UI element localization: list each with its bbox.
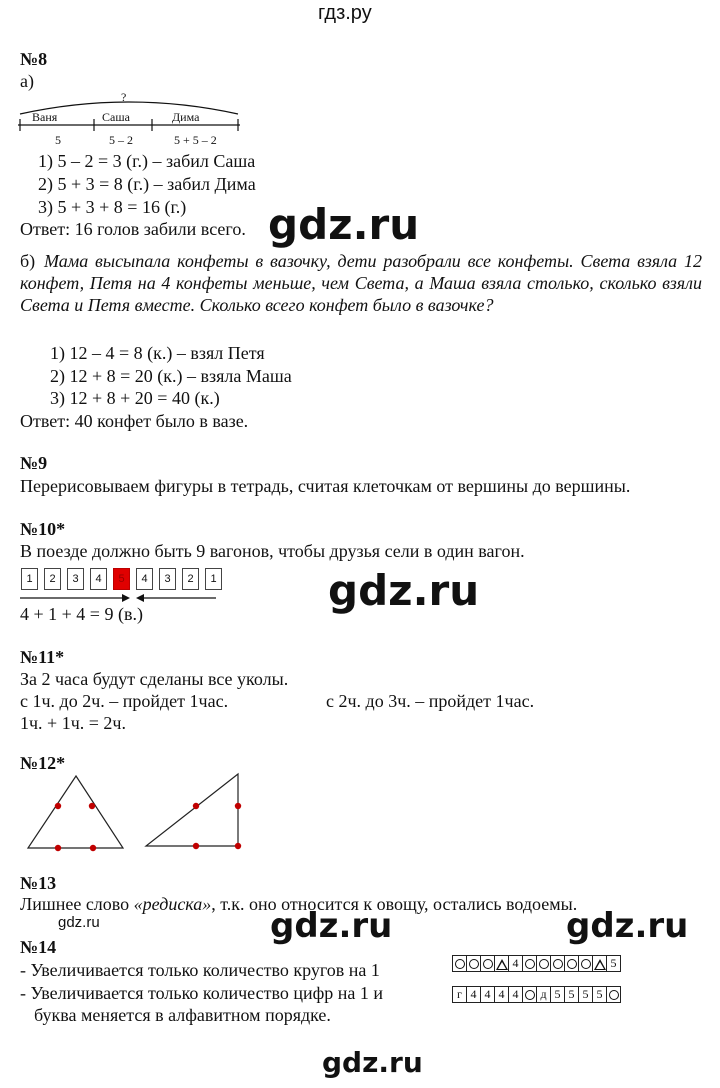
task8-step-2: 2) 5 + 3 = 8 (г.) – забил Дима (38, 174, 256, 194)
grid-cell: г (453, 987, 467, 1003)
sequence-grid-row1 (452, 955, 621, 972)
triangle-icon (495, 956, 509, 972)
circle-icon (453, 956, 467, 972)
right-arrow-icon (122, 594, 130, 602)
task11-line2a: с 1ч. до 2ч. – пройдет 1час. (20, 691, 229, 711)
diagram-name-dima: Дима (172, 110, 200, 124)
task11-line1: За 2 часа будут сделаны все уколы. (20, 669, 289, 689)
task14-line3: буква меняется в алфавитном порядке. (34, 1005, 331, 1025)
circle-icon (467, 956, 481, 972)
diagram-value-dima: 5 + 5 – 2 (174, 133, 217, 147)
wagon: 2 (44, 568, 61, 590)
diagram-value-vanya: 5 (55, 133, 61, 147)
triangle-right (146, 774, 238, 846)
wagon: 3 (67, 568, 84, 590)
grid-cell: 4 (495, 987, 509, 1003)
task13-text: Лишнее слово «редиска», т.к. оно относится к овощу, остались водоемы. (20, 894, 578, 914)
task12-title: №12* (20, 753, 66, 773)
circle-icon (551, 956, 565, 972)
wagon: 1 (21, 568, 38, 590)
task14-title: №14 (20, 937, 57, 957)
grid-cell: 5 (607, 956, 621, 972)
task12-figures (20, 768, 260, 856)
wagon: 4 (90, 568, 107, 590)
grid-cell: 4 (509, 987, 523, 1003)
wagon: 5 (113, 568, 130, 590)
circle-icon (523, 956, 537, 972)
task8-b-answer: Ответ: 40 конфет было в вазе. (20, 411, 249, 431)
watermark: gdz.ru (566, 906, 689, 946)
task8-problem-text: Мама высыпала конфеты в вазочку, дети разобрали все конфеты. Света взяла 12 конфет, Петя на 4 конфеты меньше, чем Света, а Маша взяла столько, сколько взяли Света и Петя вместе. Сколько всего конфет было в вазочке? (20, 251, 702, 315)
task8-b-step-1: 1) 12 – 4 = 8 (к.) – взял Петя (50, 343, 265, 363)
wagon: 2 (182, 568, 199, 590)
watermark: gdz.ru (270, 906, 393, 946)
task8-step-1: 1) 5 – 2 = 3 (г.) – забил Саша (38, 151, 256, 171)
task9-title: №9 (20, 453, 48, 473)
task10-title: №10* (20, 519, 66, 539)
task9-text: Перерисовываем фигуры в тетрадь, считая клеточкам от вершины до вершины. (20, 476, 631, 496)
wagon: 3 (159, 568, 176, 590)
task8-part-a: а) (20, 71, 34, 91)
left-arrow-icon (136, 594, 144, 602)
grid-cell: 4 (467, 987, 481, 1003)
circle-icon (537, 956, 551, 972)
task8-step-3: 3) 5 + 3 + 8 = 16 (г.) (38, 197, 187, 217)
grid-cell: 4 (509, 956, 523, 972)
task10-formula: 4 + 1 + 4 = 9 (в.) (20, 604, 143, 624)
triangle-isosceles (28, 776, 123, 848)
wagon: 4 (136, 568, 153, 590)
diagram-name-vanya: Ваня (32, 110, 58, 124)
watermark: gdz.ru (328, 566, 480, 615)
circle-icon (565, 956, 579, 972)
task11-title: №11* (20, 647, 65, 667)
task8-title: №8 (20, 49, 48, 69)
task11-line3: 1ч. + 1ч. = 2ч. (20, 713, 126, 733)
circle-icon (579, 956, 593, 972)
grid-cell: 5 (565, 987, 579, 1003)
circle-icon (481, 956, 495, 972)
diagram-question: ? (121, 90, 127, 104)
grid-cell: 5 (551, 987, 565, 1003)
task8-part-b: б) (20, 251, 36, 271)
grid-cell: 5 (593, 987, 607, 1003)
task10-text: В поезде должно быть 9 вагонов, чтобы друзья сели в один вагон. (20, 541, 525, 561)
watermark: gdz.ru (268, 200, 420, 249)
diagram-value-sasha: 5 – 2 (109, 133, 133, 147)
task14-line2: - Увеличивается только количество цифр на 1 и (20, 983, 384, 1003)
task8-answer: Ответ: 16 голов забили всего. (20, 219, 246, 239)
grid-cell: 4 (481, 987, 495, 1003)
site-header: гдз.ру (318, 2, 372, 24)
task8-b-step-3: 3) 12 + 8 + 20 = 40 (к.) (50, 388, 220, 408)
task13-word: «редиска» (133, 894, 212, 914)
triangle-icon (593, 956, 607, 972)
circle-icon (523, 987, 537, 1003)
footer-watermark: gdz.ru (322, 1046, 423, 1079)
task11-line2b: с 2ч. до 3ч. – пройдет 1час. (326, 691, 535, 711)
circle-icon (607, 987, 621, 1003)
grid-cell: 5 (579, 987, 593, 1003)
grid-cell: д (537, 987, 551, 1003)
diagram-name-sasha: Саша (102, 110, 130, 124)
task14-line1: - Увеличивается только количество кругов на 1 (20, 960, 380, 980)
task8-b-step-2: 2) 12 + 8 = 20 (к.) – взяла Маша (50, 366, 292, 386)
wagon: 1 (205, 568, 222, 590)
watermark-small: gdz.ru (58, 914, 100, 931)
task13-title: №13 (20, 873, 57, 893)
sequence-grid-row2 (452, 986, 621, 1003)
